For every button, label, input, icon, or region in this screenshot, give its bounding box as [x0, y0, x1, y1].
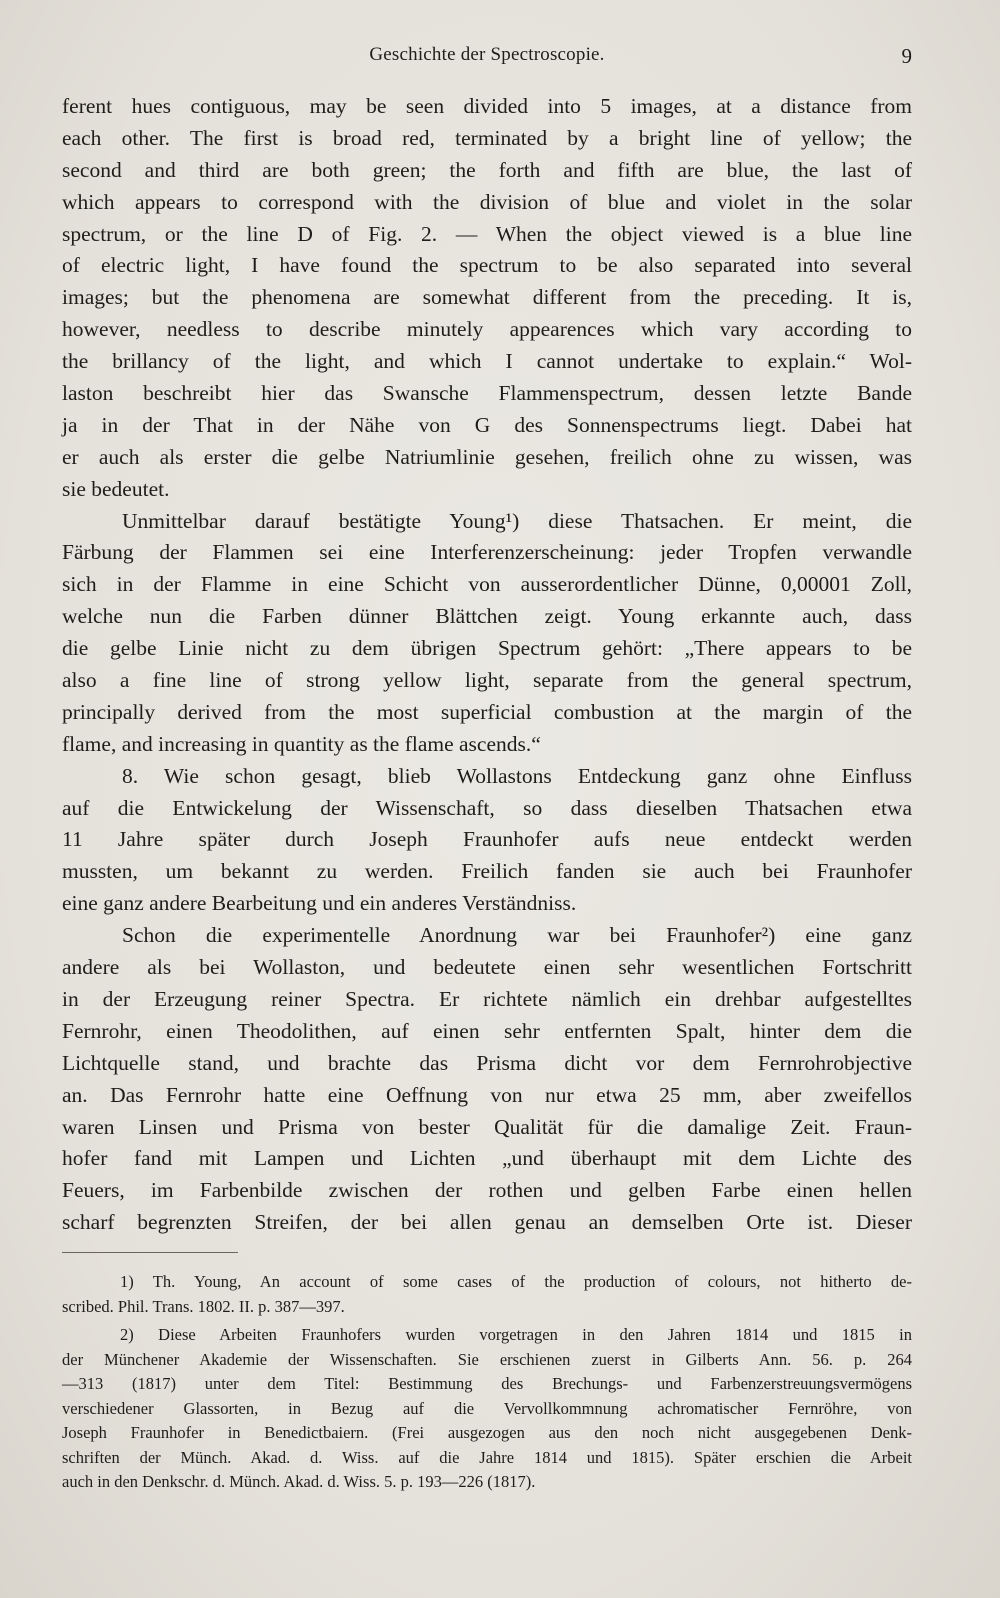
text-line: die gelbe Linie nicht zu dem übrigen Spectrum gehört: „There appears to be: [62, 636, 912, 661]
page-number: 9: [901, 44, 912, 68]
text-line: auf die Entwickelung der Wissenschaft, so dass dieselben Thatsachen etwa: [62, 795, 912, 820]
text-line: the brillancy of the light, and which I cannot undertake to explain.“ Wol-: [62, 349, 912, 374]
text-line: Fernrohr, einen Theodolithen, auf einen sehr entfernten Spalt, hinter dem die: [62, 1018, 912, 1043]
footnote-divider: [62, 1252, 238, 1253]
footnote-line: 2) Diese Arbeiten Fraunhofers wurden vorgetragen in den Jahren 1814 und 1815 in: [120, 1325, 912, 1344]
footnotes: [62, 1270, 912, 1495]
text-line: eine ganz andere Bearbeitung und ein anderes Verständniss.: [62, 891, 577, 916]
footnote-line: schriften der Münch. Akad. d. Wiss. auf die Jahre 1814 und 1815). Später erschien die Arbeit: [62, 1447, 912, 1467]
text-line: principally derived from the most superficial combustion at the margin of the: [62, 699, 912, 724]
text-line: laston beschreibt hier das Swansche Flammenspectrum, dessen letzte Bande: [62, 381, 912, 406]
text-line: 8. Wie schon gesagt, blieb Wollastons Entdeckung ganz ohne Einfluss: [122, 763, 912, 788]
text-line: also a fine line of strong yellow light, separate from the general spectrum,: [62, 668, 912, 693]
text-line: hofer fand mit Lampen und Lichten „und überhaupt mit dem Lichte des: [62, 1146, 912, 1171]
text-line: images; but the phenomena are somewhat different from the preceding. It is,: [62, 285, 912, 310]
text-line: ja in der That in der Nähe von G des Sonnenspectrums liegt. Dabei hat: [62, 412, 912, 437]
main-text: [62, 91, 912, 1239]
footnote-2: [62, 1323, 912, 1495]
text-line: er auch als erster die gelbe Natriumlinie gesehen, freilich ohne zu wissen, was: [62, 444, 912, 469]
text-line: however, needless to describe minutely appearences which vary according to: [62, 317, 912, 342]
text-line: 11 Jahre später durch Joseph Fraunhofer aufs neue entdeckt werden: [62, 827, 912, 852]
text-line: scharf begrenzten Streifen, der bei allen genau an demselben Orte ist. Dieser: [62, 1210, 912, 1235]
text-line: Schon die experimentelle Anordnung war bei Fraunhofer²) eine ganz: [122, 923, 912, 948]
text-line: an. Das Fernrohr hatte eine Oeffnung von nur etwa 25 mm, aber zweifellos: [62, 1082, 912, 1107]
text-line: waren Linsen und Prisma von bester Qualität für die damalige Zeit. Fraun-: [62, 1114, 912, 1139]
footnote-line: auch in den Denkschr. d. Münch. Akad. d. Wiss. 5. p. 193—226 (1817).: [62, 1472, 536, 1491]
footnote-line: —313 (1817) unter dem Titel: Bestimmung des Brechungs- und Farbenzerstreuungsvermögens: [62, 1374, 912, 1393]
text-line: of electric light, I have found the spectrum to be also separated into several: [62, 253, 912, 278]
footnote-line: 1) Th. Young, An account of some cases of the production of colours, not hitherto de-: [120, 1272, 912, 1291]
text-line: second and third are both green; the forth and fifth are blue, the last of: [62, 157, 912, 182]
text-line: spectrum, or the line D of Fig. 2. — When the object viewed is a blue line: [62, 221, 912, 246]
text-line: in der Erzeugung reiner Spectra. Er richtete nämlich ein drehbar aufgestelltes: [62, 986, 912, 1011]
text-line: Färbung der Flammen sei eine Interferenzerscheinung: jeder Tropfen verwandle: [62, 540, 912, 565]
running-title: Geschichte der Spectroscopie.: [369, 44, 605, 65]
text-line: ferent hues contiguous, may be seen divided into 5 images, at a distance from: [62, 94, 912, 118]
text-line: sie bedeutet.: [62, 476, 170, 501]
text-line: Unmittelbar darauf bestätigte Young¹) diese Thatsachen. Er meint, die: [122, 508, 912, 533]
text-line: mussten, um bekannt zu werden. Freilich fanden sie auch bei Fraunhofer: [62, 859, 912, 884]
text-line: flame, and increasing in quantity as the flame ascends.“: [62, 731, 541, 756]
text-line: sich in der Flamme in eine Schicht von ausserordentlicher Dünne, 0,00001 Zoll,: [62, 572, 912, 597]
footnote-line: verschiedener Glassorten, in Bezug auf die Vervollkommnung achromatischer Fernröhre, von: [62, 1398, 912, 1418]
footnote-line: Joseph Fraunhofer in Benedictbaiern. (Frei ausgezogen aus den noch nicht ausgegebenen Denk-: [62, 1423, 912, 1442]
page-header: [62, 44, 912, 74]
text-line: welche nun die Farben dünner Blättchen zeigt. Young erkannte auch, dass: [62, 604, 912, 629]
text-line: Feuers, im Farbenbilde zwischen der rothen und gelben Farbe einen hellen: [62, 1178, 912, 1203]
footnote-1: [62, 1270, 912, 1319]
text-line: Lichtquelle stand, und brachte das Prisma dicht vor dem Fernrohrobjective: [62, 1050, 912, 1075]
footnote-line: der Münchener Akademie der Wissenschaften. Sie erschienen zuerst in Gilberts Ann. 56. p. 264: [62, 1349, 912, 1369]
text-line: each other. The first is broad red, terminated by a bright line of yellow; the: [62, 125, 912, 150]
text-line: which appears to correspond with the division of blue and violet in the solar: [62, 189, 912, 214]
text-line: andere als bei Wollaston, und bedeutete einen sehr wesentlichen Fortschritt: [62, 955, 912, 980]
footnote-line: scribed. Phil. Trans. 1802. II. p. 387—397.: [62, 1296, 345, 1316]
